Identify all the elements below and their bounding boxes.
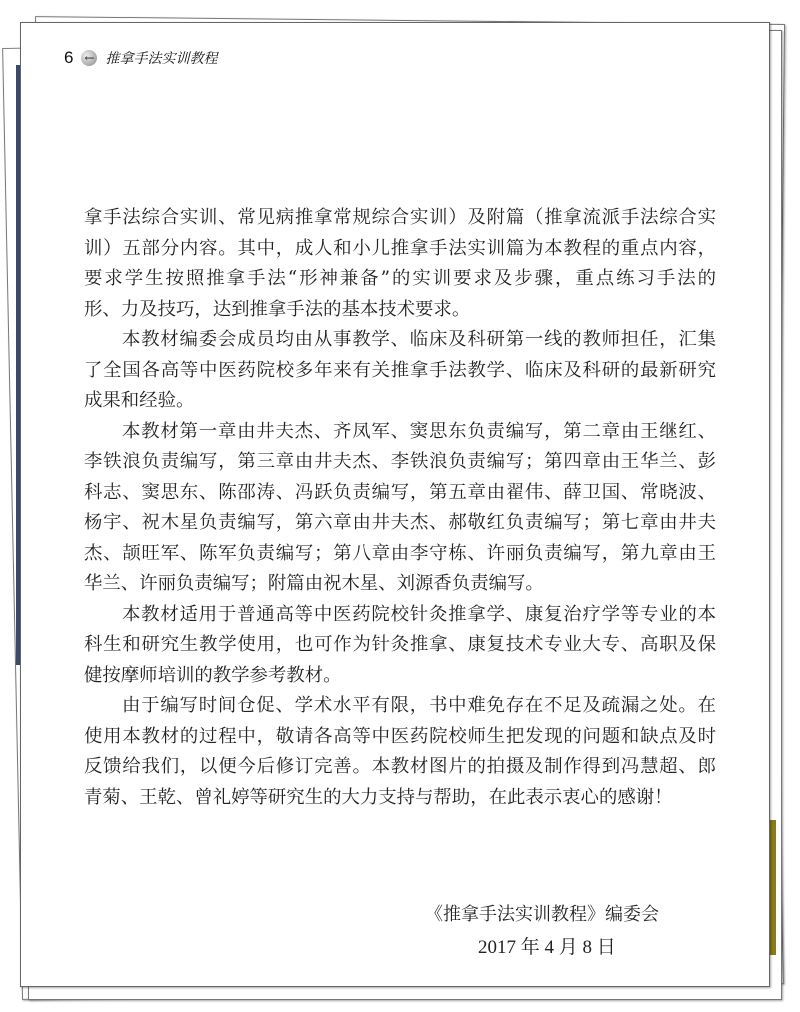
running-header	[64, 48, 217, 68]
text-line: 本教材适用于普通高等中医药院校针灸推拿学、康复治疗学等专业的本	[122, 603, 716, 625]
text-line: 李铁浪负责编写，第三章由井夫杰、李铁浪负责编写；第四章由王华兰、彭	[84, 451, 716, 472]
page-edge-accent	[770, 820, 776, 955]
text-line: 由于编写时间仓促、学术水平有限，书中难免存在不足及疏漏之处。在	[122, 695, 716, 716]
left-arrow-icon: ←	[81, 50, 97, 66]
text-line: 反馈给我们，以便今后修订完善。本教材图片的拍摄及制作得到冯慧超、郎	[84, 756, 716, 777]
text-line: 健按摩师培训的教学参考教材。	[84, 664, 342, 686]
text-line: 使用本教材的过程中，敬请各高等中医药院校师生把发现的问题和缺点及时	[84, 725, 716, 747]
signature-date: 2017 年 4 月 8 日	[478, 937, 616, 958]
paragraph	[84, 325, 716, 417]
signature-committee: 《推拿手法实训教程》编委会	[425, 904, 659, 925]
text-line: 科生和研究生教学使用，也可作为针灸推拿、康复技术专业大专、高职及保	[84, 634, 716, 655]
text-line: 杰、颉旺军、陈军负责编写；第八章由李守栋、许丽负责编写，第九章由王	[84, 542, 716, 564]
text-line: 拿手法综合实训、常见病推拿常规综合实训）及附篇（推拿流派手法综合实	[84, 207, 716, 228]
paragraph	[84, 203, 716, 325]
text-line: 训）五部分内容。其中，成人和小儿推拿手法实训篇为本教程的重点内容，	[84, 237, 716, 259]
text-line: 成果和经验。	[84, 390, 195, 411]
text-line: 本教材编委会成员均由从事教学、临床及科研第一线的教师担任，汇集	[122, 329, 716, 350]
text-line: 本教材第一章由井夫杰、齐凤军、窦思东负责编写，第二章由王继红、	[122, 420, 716, 442]
text-line: 华兰、许丽负责编写；附篇由祝木星、刘源香负责编写。	[84, 573, 544, 594]
text-line: 杨宇、祝木星负责编写，第六章由井夫杰、郝敬红负责编写；第七章由井夫	[84, 512, 716, 533]
text-line: 形、力及技巧，达到推拿手法的基本技术要求。	[84, 298, 471, 320]
paragraph	[84, 417, 716, 600]
page-number: 6	[64, 48, 74, 67]
text-line: 科志、窦思东、陈邵涛、冯跃负责编写，第五章由翟伟、薛卫国、常晓波、	[84, 481, 716, 503]
text-line: 了全国各高等中医药院校多年来有关推拿手法教学、临床及科研的最新研究	[84, 359, 716, 381]
paragraph	[84, 600, 716, 692]
paragraph	[84, 691, 716, 813]
text-line: 青菊、王乾、曾礼婷等研究生的大力支持与帮助，在此表示衷心的感谢！	[84, 786, 673, 808]
preface-body	[84, 203, 716, 813]
book-title: 推拿手法实训教程	[105, 51, 218, 67]
text-line: 要求学生按照推拿手法“形神兼备”的实训要求及步骤，重点练习手法的	[84, 268, 716, 289]
